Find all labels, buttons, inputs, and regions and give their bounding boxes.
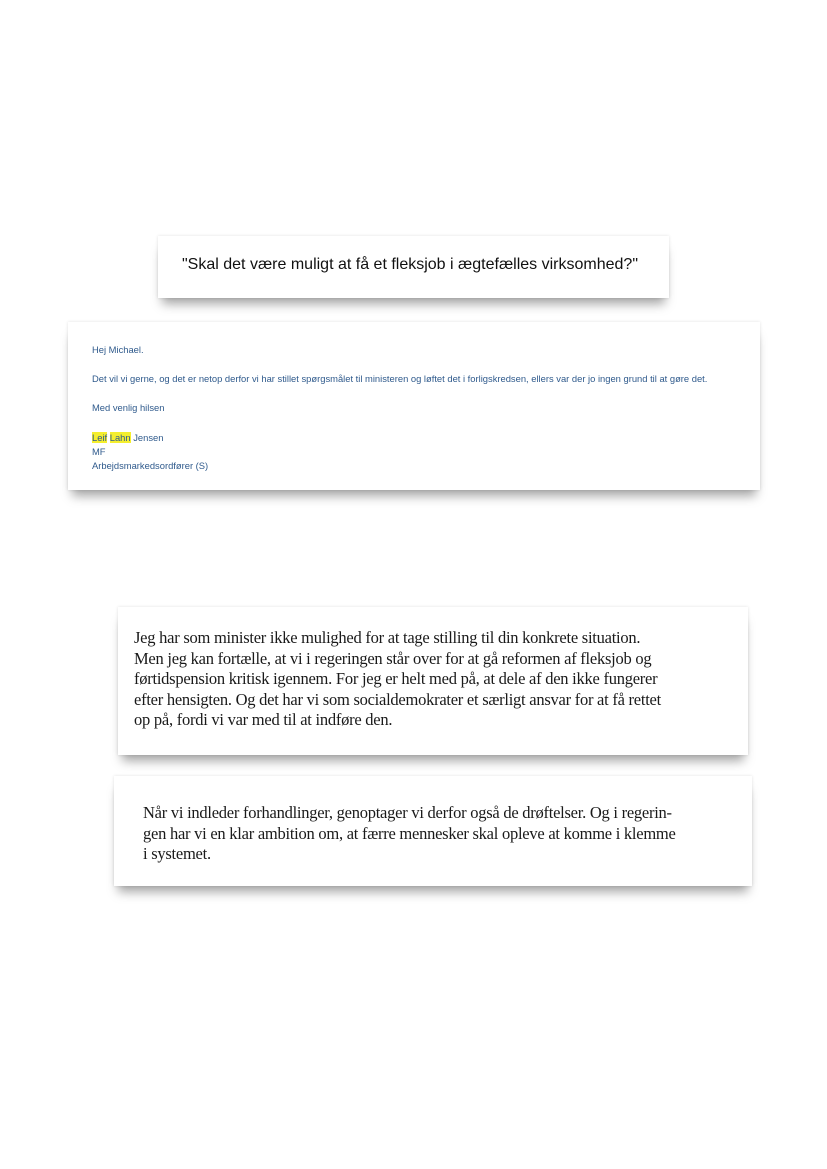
second-paragraph [143, 803, 743, 865]
second-line: Når vi indleder forhandlinger, genoptager vi derfor også de drøftelser. Og i regerin- [143, 803, 672, 822]
quote-card [158, 236, 669, 298]
signature-first-name: Leif [92, 432, 108, 443]
reply-line: Jeg har som minister ikke mulighed for at tage stilling til din konkrete situation. [134, 628, 641, 647]
email-closing: Med venlig hilsen [92, 402, 165, 413]
second-line: i systemet. [143, 844, 211, 864]
reply-paragraph [134, 628, 734, 731]
reply-line: førtidspension kritisk igennem. For jeg er helt med på, at dele af den ikke fungerer [134, 669, 658, 689]
signature-last-name: Jensen [133, 432, 164, 443]
reply-line: efter hensigten. Og det har vi som socialdemokrater et særligt ansvar for at få rettet [134, 689, 661, 709]
reply-line: op på, fordi vi var med til at indføre den. [134, 710, 393, 730]
email-signature-role: Arbejdsmarkedsordfører (S) [92, 460, 209, 471]
reply-line: Men jeg kan fortælle, at vi i regeringen står over for at gå reformen af fleksjob og [134, 648, 652, 668]
quote-text: "Skal det være muligt at få et fleksjob i ægtefælles virksomhed?" [182, 256, 638, 273]
email-signature-title: MF [92, 446, 106, 457]
second-line: gen har vi en klar ambition om, at færre mennesker skal opleve at komme i klemme [143, 823, 676, 843]
second-card [114, 776, 752, 886]
signature-middle-name: Lahn [109, 432, 131, 443]
reply-card [118, 607, 748, 755]
email-card [68, 322, 760, 490]
email-signature-name [92, 432, 163, 443]
email-body: Det vil vi gerne, og det er netop derfor vi har stillet spørgsmålet til ministeren og løftet det i forligskredsen, ellers var der jo ingen grund til at gøre det. [92, 373, 708, 384]
email-greeting: Hej Michael. [92, 344, 144, 355]
